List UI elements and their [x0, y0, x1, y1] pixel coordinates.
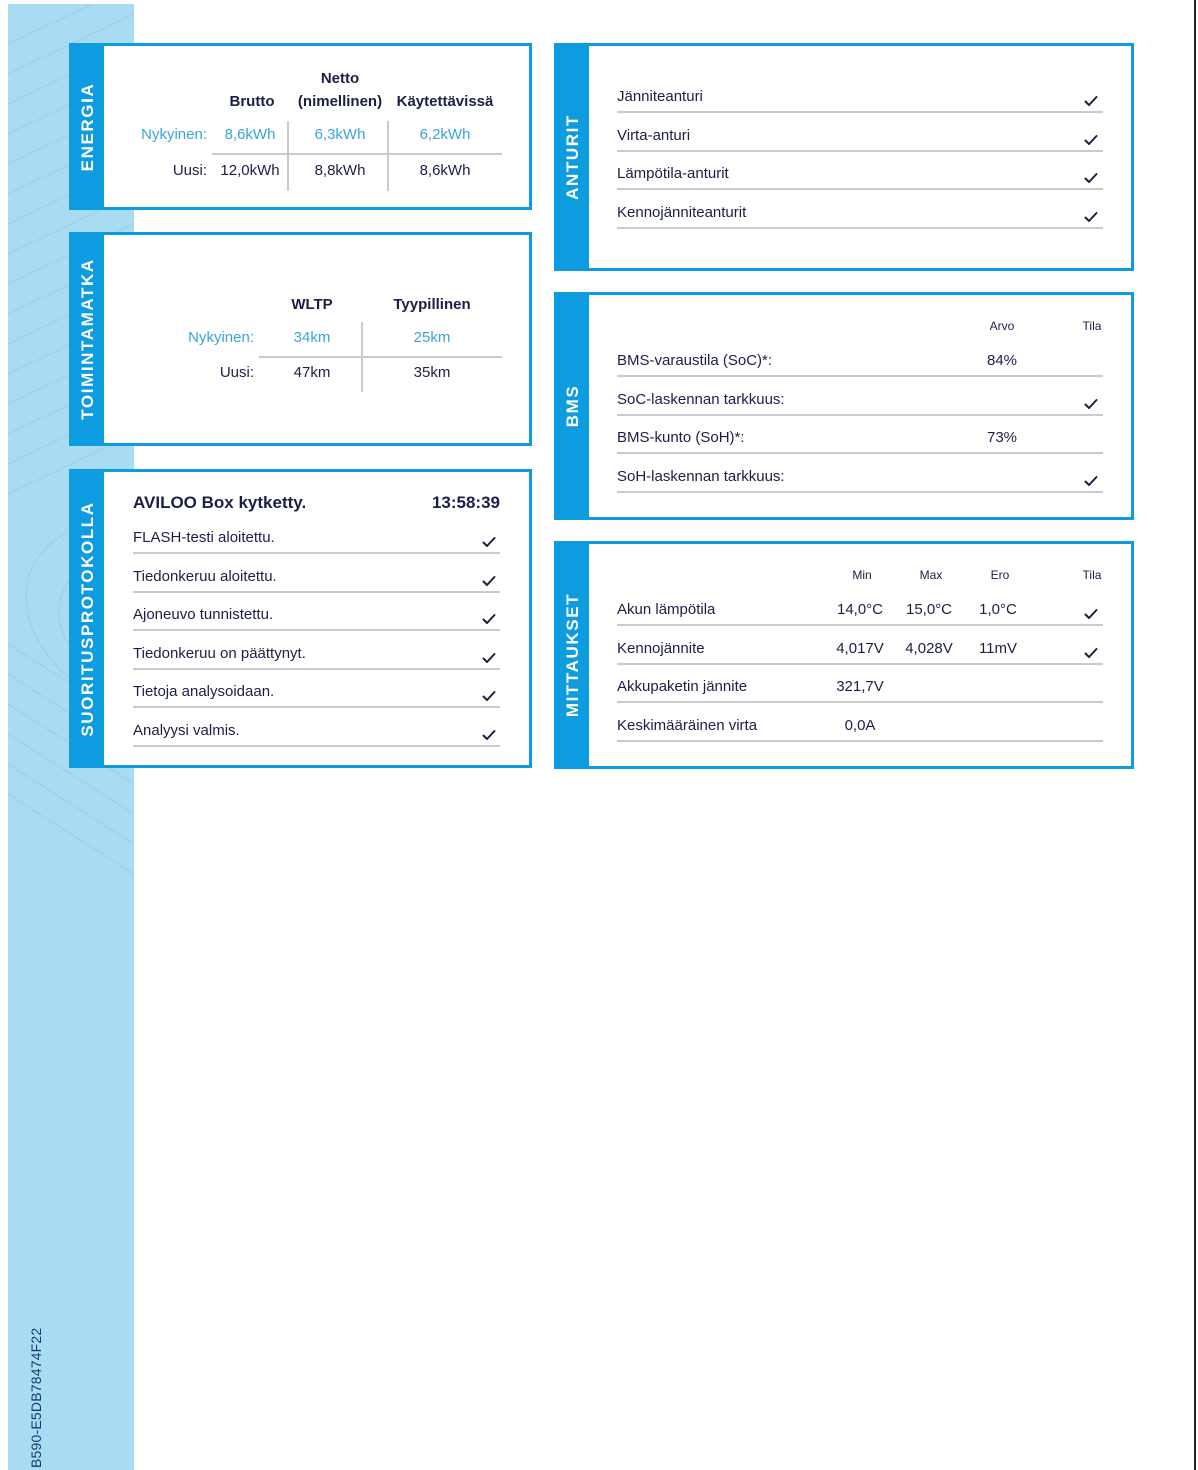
- protocol-step: Tiedonkeruu aloitettu.: [133, 567, 277, 585]
- check-icon: [482, 728, 496, 740]
- measurement-diff: 11mV: [978, 639, 1018, 657]
- measurement-min: 14,0°C: [836, 601, 884, 618]
- check-icon: [482, 689, 496, 701]
- check-icon: [482, 535, 496, 547]
- protocol-step: Tiedonkeruu on päättynyt.: [133, 644, 306, 662]
- divider: [617, 414, 1103, 416]
- header-ero: Ero: [990, 568, 1010, 582]
- check-icon: [1084, 607, 1098, 619]
- page-edge: [1194, 0, 1196, 1470]
- measurement-min: 0,0A: [844, 716, 876, 734]
- divider: [617, 227, 1103, 229]
- measurement-min: 4,017V: [836, 639, 884, 657]
- document-id: B590-E5DB78474F22: [28, 1327, 44, 1468]
- anturit-tab: [557, 46, 589, 268]
- divider: [387, 121, 389, 191]
- current-netto: 6,3kWh: [314, 126, 366, 143]
- protocol-step: FLASH-testi aloitettu.: [133, 529, 275, 546]
- divider: [133, 706, 500, 708]
- measurement-label: Kennojännite: [617, 639, 705, 657]
- divider: [617, 624, 1103, 626]
- sensor-item: Virta-anturi: [617, 126, 691, 144]
- current-tyypillinen: 25km: [413, 329, 451, 346]
- divider: [617, 663, 1103, 665]
- header-min: Min: [852, 568, 872, 582]
- energia-title: ENERGIA: [78, 82, 97, 171]
- sensor-item: Lämpötila-anturit: [617, 165, 729, 182]
- check-icon: [1084, 397, 1098, 409]
- toimintamatka-card: [69, 232, 532, 446]
- check-icon: [482, 574, 496, 586]
- measurement-label: Akun lämpötila: [617, 601, 716, 618]
- row-label-new: Uusi:: [172, 162, 207, 179]
- protocol-time: 13:58:39: [431, 493, 500, 512]
- toimintamatka-tab: [72, 235, 104, 443]
- new-wltp: 47km: [293, 364, 331, 381]
- header-netto-sub: (nimellinen): [297, 93, 383, 110]
- protocol-step: Analyysi valmis.: [133, 722, 240, 739]
- new-brutto: 12,0kWh: [220, 162, 280, 179]
- sensor-item: Jänniteanturi: [617, 88, 703, 105]
- new-netto: 8,8kWh: [314, 162, 366, 179]
- divider: [617, 491, 1103, 493]
- divider: [617, 452, 1103, 454]
- divider: [133, 591, 500, 593]
- row-label-new: Uusi:: [219, 364, 254, 381]
- divider: [212, 153, 502, 155]
- check-icon: [1084, 133, 1098, 145]
- bms-row-label: SoC-laskennan tarkkuus:: [617, 390, 785, 408]
- measurement-max: 15,0°C: [905, 601, 953, 618]
- divider: [287, 121, 289, 191]
- check-icon: [1084, 646, 1098, 658]
- divider: [133, 668, 500, 670]
- divider: [617, 740, 1103, 742]
- measurement-label: Akkupaketin jännite: [617, 678, 748, 695]
- header-tila: Tila: [1082, 568, 1102, 582]
- measurement-max: 4,028V: [905, 639, 953, 657]
- bms-tab: [557, 295, 589, 517]
- mittaukset-tab: [557, 544, 589, 766]
- toimintamatka-title: TOIMINTAMATKA: [78, 258, 97, 420]
- protocol-step: Tietoja analysoidaan.: [133, 683, 275, 701]
- divider: [617, 188, 1103, 190]
- bms-row-label: BMS-varaustila (SoC)*:: [617, 352, 773, 369]
- header-arvo: Arvo: [989, 319, 1015, 333]
- bms-row-value: 73%: [986, 429, 1018, 447]
- energia-card: [69, 43, 532, 210]
- bms-card: [554, 292, 1134, 520]
- anturit-card: [554, 43, 1134, 271]
- current-brutto: 8,6kWh: [224, 126, 276, 143]
- protocol-step: Ajoneuvo tunnistettu.: [133, 606, 274, 624]
- anturit-title: ANTURIT: [563, 114, 582, 200]
- suoritusprotokolla-title: SUORITUSPROTOKOLLA: [78, 500, 97, 737]
- header-wltp: WLTP: [291, 296, 333, 313]
- divider: [361, 322, 363, 392]
- check-icon: [1084, 171, 1098, 183]
- divider: [617, 150, 1103, 152]
- divider: [133, 629, 500, 631]
- suoritusprotokolla-tab: [72, 472, 104, 765]
- measurement-label: Keskimääräinen virta: [617, 716, 758, 734]
- header-max: Max: [919, 568, 943, 582]
- current-kaytettavissa: 6,2kWh: [419, 126, 471, 143]
- bms-row-label: BMS-kunto (SoH)*:: [617, 429, 745, 447]
- row-label-current: Nykyinen:: [141, 126, 207, 143]
- divider: [133, 552, 500, 554]
- current-wltp: 34km: [293, 329, 331, 346]
- check-icon: [1084, 94, 1098, 106]
- divider: [617, 111, 1103, 113]
- new-tyypillinen: 35km: [413, 364, 451, 381]
- measurement-min: 321,7V: [836, 678, 884, 695]
- divider: [133, 745, 500, 747]
- header-tyypillinen: Tyypillinen: [393, 296, 471, 313]
- header-tila: Tila: [1082, 319, 1102, 333]
- header-kaytettavissa: Käytettävissä: [396, 93, 494, 110]
- bms-title: BMS: [563, 384, 582, 428]
- row-label-current: Nykyinen:: [188, 329, 254, 346]
- bms-row-value: 84%: [986, 352, 1018, 369]
- divider: [259, 356, 502, 358]
- header-netto: Netto: [320, 70, 360, 87]
- check-icon: [482, 612, 496, 624]
- measurement-diff: 1,0°C: [979, 601, 1017, 618]
- energia-tab: [72, 46, 104, 207]
- check-icon: [1084, 210, 1098, 222]
- suoritusprotokolla-card: [69, 469, 532, 768]
- header-brutto: Brutto: [229, 93, 275, 110]
- divider: [617, 375, 1103, 377]
- sensor-item: Kennojänniteanturit: [617, 203, 747, 221]
- mittaukset-title: MITTAUKSET: [563, 592, 582, 718]
- new-kaytettavissa: 8,6kWh: [419, 162, 471, 179]
- check-icon: [1084, 474, 1098, 486]
- bms-row-label: SoH-laskennan tarkkuus:: [617, 468, 785, 486]
- divider: [617, 701, 1103, 703]
- protocol-heading: AVILOO Box kytketty.: [133, 493, 307, 512]
- check-icon: [482, 651, 496, 663]
- mittaukset-card: [554, 541, 1134, 769]
